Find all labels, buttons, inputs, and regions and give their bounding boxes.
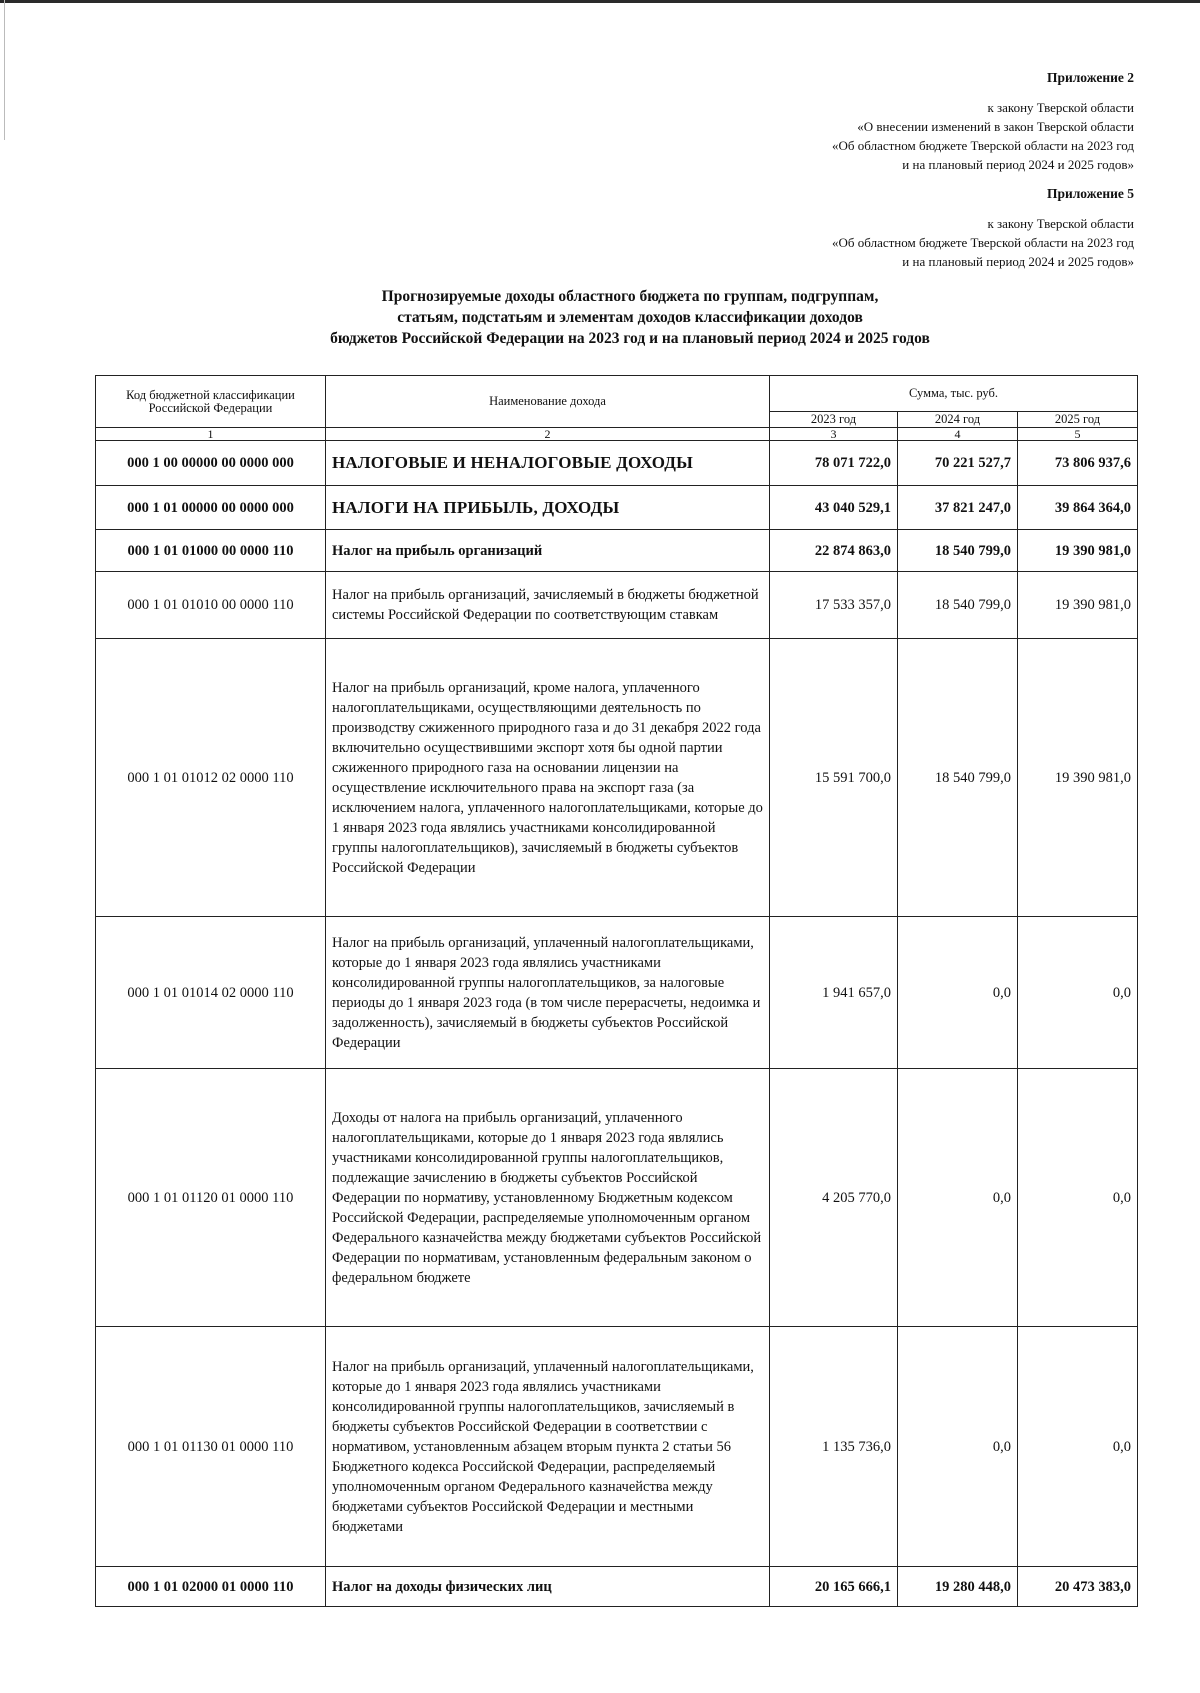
- row-code: 000 1 01 01000 00 0000 110: [96, 530, 326, 572]
- row-value-2023: 78 071 722,0: [770, 441, 898, 486]
- row-value-2025: 73 806 937,6: [1018, 441, 1138, 486]
- attachment-2-line: «О внесении изменений в закон Тверской области: [857, 119, 1134, 134]
- row-value-2023: 15 591 700,0: [770, 639, 898, 917]
- row-code: 000 1 01 01010 00 0000 110: [96, 572, 326, 639]
- table-row: [96, 441, 1138, 486]
- row-value-2025: 0,0: [1018, 1069, 1138, 1327]
- attachment-5-line: к закону Тверской области: [987, 216, 1134, 231]
- row-name: Налог на прибыль организаций, кроме налога, уплаченного налогоплательщиками, осуществляющими деятельность по производству сжиженного природного газа и до 31 декабря 2022 года включительно осуществившими экспорт хотя бы одной партии сжиженного природного газа на основании лицензии на осуществление исключительного права на экспорт газа (за исключением налога, уплаченного налогоплательщиками, которые до 1 января 2023 года являлись участниками консолидированной группы налогоплательщиков), зачисляемый в бюджеты субъектов Российской Федерации: [326, 639, 770, 917]
- table-row: [96, 1327, 1138, 1567]
- table-row: [96, 572, 1138, 639]
- column-number: 3: [770, 428, 898, 441]
- row-name: НАЛОГОВЫЕ И НЕНАЛОГОВЫЕ ДОХОДЫ: [326, 441, 770, 486]
- document-title-line: бюджетов Российской Федерации на 2023 год и на плановый период 2024 и 2025 годов: [330, 330, 930, 347]
- row-value-2023: 20 165 666,1: [770, 1567, 898, 1607]
- attachment-5-line: «Об областном бюджете Тверской области на 2023 год: [832, 235, 1134, 250]
- row-value-2024: 18 540 799,0: [898, 530, 1018, 572]
- row-code: 000 1 01 01130 01 0000 110: [96, 1327, 326, 1567]
- attachment-5-title: Приложение 5: [1046, 186, 1134, 201]
- row-code: 000 1 01 02000 01 0000 110: [96, 1567, 326, 1607]
- attachment-5-header: [832, 184, 1134, 271]
- attachment-2-line: и на плановый период 2024 и 2025 годов»: [902, 157, 1134, 172]
- document-title: [200, 286, 1060, 349]
- header-year-2023: 2023 год: [770, 412, 898, 428]
- header-name: Наименование дохода: [326, 376, 770, 428]
- table-row: [96, 486, 1138, 530]
- header-code: Код бюджетной классификации Российской Федерации: [96, 376, 326, 428]
- row-value-2023: 17 533 357,0: [770, 572, 898, 639]
- table-row: [96, 1069, 1138, 1327]
- row-name: Доходы от налога на прибыль организаций, уплаченного налогоплательщиками, которые до 1 января 2023 года являлись участниками консолидированной группы налогоплательщиков, подлежащие зачислению в бюджеты субъектов Российской Федерации по нормативу, установленному Бюджетным кодексом Российской Федерации, распределяемые уполномоченным органом Федерального казначейства между бюджетами субъектов Российской Федерации по нормативам, установленным федеральным законом о федеральном бюджете: [326, 1069, 770, 1327]
- row-value-2024: 0,0: [898, 1069, 1018, 1327]
- row-value-2023: 4 205 770,0: [770, 1069, 898, 1327]
- row-value-2025: 19 390 981,0: [1018, 530, 1138, 572]
- row-value-2024: 37 821 247,0: [898, 486, 1018, 530]
- row-name: НАЛОГИ НА ПРИБЫЛЬ, ДОХОДЫ: [326, 486, 770, 530]
- row-value-2024: 19 280 448,0: [898, 1567, 1018, 1607]
- row-value-2025: 19 390 981,0: [1018, 639, 1138, 917]
- row-code: 000 1 01 00000 00 0000 000: [96, 486, 326, 530]
- row-code: 000 1 01 01120 01 0000 110: [96, 1069, 326, 1327]
- scan-edge: [0, 0, 1200, 3]
- table-row: [96, 639, 1138, 917]
- row-value-2023: 1 941 657,0: [770, 917, 898, 1069]
- column-number: 4: [898, 428, 1018, 441]
- row-name: Налог на прибыль организаций: [326, 530, 770, 572]
- column-number: 5: [1018, 428, 1138, 441]
- row-value-2024: 0,0: [898, 1327, 1018, 1567]
- row-name: Налог на прибыль организаций, зачисляемый в бюджеты бюджетной системы Российской Федерации по соответствующим ставкам: [326, 572, 770, 639]
- attachment-2-title: Приложение 2: [1046, 70, 1134, 85]
- row-value-2023: 1 135 736,0: [770, 1327, 898, 1567]
- attachment-5-line: и на плановый период 2024 и 2025 годов»: [902, 254, 1134, 269]
- attachment-2-header: [832, 68, 1134, 174]
- row-value-2025: 20 473 383,0: [1018, 1567, 1138, 1607]
- row-value-2023: 43 040 529,1: [770, 486, 898, 530]
- attachment-2-line: к закону Тверской области: [987, 100, 1134, 115]
- document-title-line: Прогнозируемые доходы областного бюджета по группам, подгруппам,: [381, 288, 879, 305]
- row-value-2024: 18 540 799,0: [898, 572, 1018, 639]
- column-number: 2: [326, 428, 770, 441]
- column-number: 1: [96, 428, 326, 441]
- row-code: 000 1 01 01014 02 0000 110: [96, 917, 326, 1069]
- row-value-2025: 19 390 981,0: [1018, 572, 1138, 639]
- row-value-2025: 0,0: [1018, 1327, 1138, 1567]
- scan-edge-left: [4, 0, 5, 140]
- row-name: Налог на доходы физических лиц: [326, 1567, 770, 1607]
- attachment-2-line: «Об областном бюджете Тверской области на 2023 год: [832, 138, 1134, 153]
- row-value-2025: 39 864 364,0: [1018, 486, 1138, 530]
- header-year-2024: 2024 год: [898, 412, 1018, 428]
- row-value-2024: 70 221 527,7: [898, 441, 1018, 486]
- row-name: Налог на прибыль организаций, уплаченный налогоплательщиками, которые до 1 января 2023 года являлись участниками консолидированной группы налогоплательщиков, за налоговые периоды до 1 января 2023 года (в том числе перерасчеты, недоимка и задолженность), зачисляемый в бюджеты субъектов Российской Федерации: [326, 917, 770, 1069]
- row-value-2023: 22 874 863,0: [770, 530, 898, 572]
- row-value-2024: 18 540 799,0: [898, 639, 1018, 917]
- revenue-table: [95, 375, 1138, 1607]
- row-code: 000 1 00 00000 00 0000 000: [96, 441, 326, 486]
- row-code: 000 1 01 01012 02 0000 110: [96, 639, 326, 917]
- table-row: [96, 1567, 1138, 1607]
- header-year-2025: 2025 год: [1018, 412, 1138, 428]
- row-value-2025: 0,0: [1018, 917, 1138, 1069]
- document-title-line: статьям, подстатьям и элементам доходов классификации доходов: [397, 309, 863, 326]
- row-value-2024: 0,0: [898, 917, 1018, 1069]
- table-row: [96, 530, 1138, 572]
- header-sum: Сумма, тыс. руб.: [770, 376, 1138, 412]
- row-name: Налог на прибыль организаций, уплаченный налогоплательщиками, которые до 1 января 2023 года являлись участниками консолидированной группы налогоплательщиков, зачисляемый в бюджеты субъектов Российской Федерации в соответствии с нормативом, установленным абзацем вторым пункта 2 статьи 56 Бюджетного кодекса Российской Федерации, распределяемый уполномоченным органом Федерального казначейства между бюджетами субъектов Российской Федерации и местными бюджетами: [326, 1327, 770, 1567]
- table-row: [96, 917, 1138, 1069]
